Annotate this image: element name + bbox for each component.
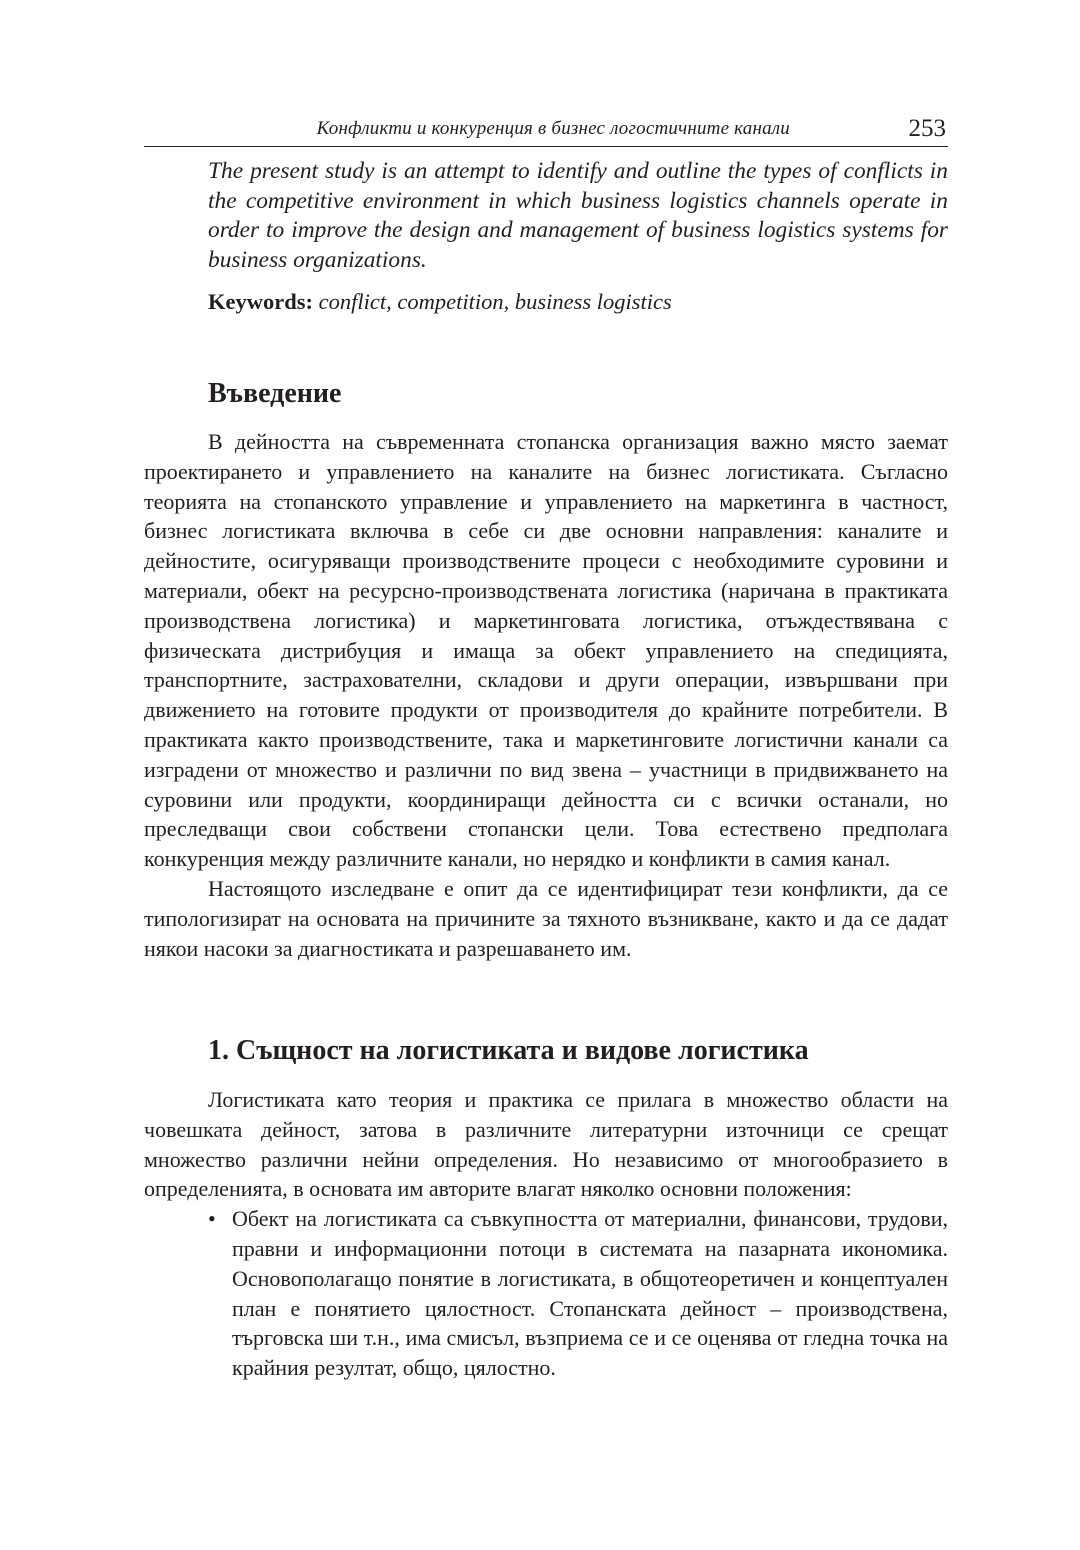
section-1-heading: 1. Същност на логистиката и видове логистика	[208, 1035, 809, 1066]
introduction-paragraph: В дейността на съвременната стопанска организация важно място заемат проектирането и управлението на каналите на бизнес логистиката. Съгласно теорията на стопанското управление и управлението на маркетинга в частност, бизнес логистиката включва в себе си две основни направления: каналите и дейностите, осигуряващи производствените процеси с необходимите суровини и материали, обект на ресурсно-производствената логистика (наричана в практиката производствена логистика) и маркетинговата логистика, отъждествявана с физическата дистрибуция и имаща за обект управлението на спедицията, транспортните, застрахователни, складови и други операции, извършвани при движението на готовите продукти от производителя до крайните потребители. В практиката както производствените, така и маркетинговите логистични канали са изградени от множество и различни по вид звена – участници в придвижването на суровини или продукти, координиращи дейността си с всички останали, но преследващи свои собствени стопански цели. Това естествено предполага конкуренция между различните канали, но нерядко и конфликти в самия канал.	[144, 429, 948, 872]
bullet-item-text: Обект на логистиката са съвкупността от материални, финансови, трудови, правни и информационни потоци в системата на пазарната икономика. Основополагащо понятие в логистиката, в общотеоретичен и концептуален план е понятието цялостност. Стопанската дейност – производствена, търговска ши т.н., има смисъл, възприема се и се оценява от гледна точка на крайния резултат, общо, цялостно.	[232, 1206, 948, 1381]
bullet-item	[208, 1204, 948, 1383]
section-1-body	[144, 1085, 948, 1383]
running-title: Конфликти и конкуренция в бизнес логостичните канали	[316, 118, 790, 139]
bullet-list	[144, 1204, 948, 1383]
running-header	[144, 112, 948, 147]
abstract-text: The present study is an attempt to identify and outline the types of conflicts in the competitive environment in which business logistics channels operate in order to improve the design and management of business logistics systems for business organizations.	[208, 158, 948, 273]
section-1-paragraph: Логистиката като теория и практика се прилага в множество области на човешката дейност, затова в различните литературни източници се срещат множество различни нейни определения. Но независимо от многообразието в определенията, в основата им авторите влагат няколко основни положения:	[144, 1087, 948, 1202]
keywords-label: Keywords:	[208, 289, 313, 314]
introduction-body	[144, 427, 948, 963]
bullet-dot-icon: •	[208, 1206, 216, 1232]
introduction-heading: Въведение	[208, 378, 342, 409]
introduction-paragraph: Настоящото изследване е опит да се идентифицират тези конфликти, да се типологизират на основата на причините за тяхното възникване, както и да се дадат някои насоки за диагностиката и разрешаването им.	[144, 875, 948, 961]
page-number: 253	[908, 115, 946, 142]
keywords-line	[208, 287, 948, 316]
keywords-value: conflict, competition, business logistics	[318, 289, 672, 314]
